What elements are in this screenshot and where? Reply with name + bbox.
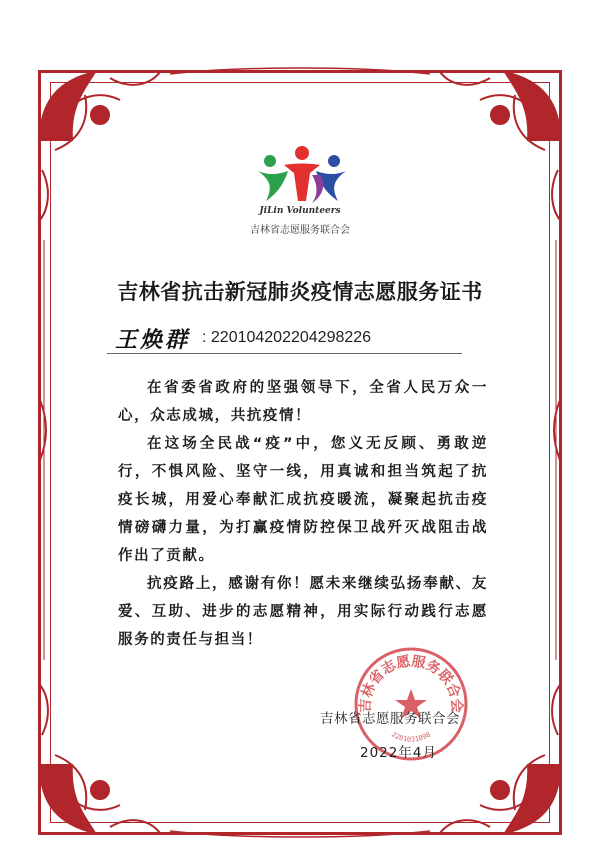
bottom-flourish xyxy=(170,831,430,837)
body-paragraph: 在省委省政府的坚强领导下，全省人民万众一心，众志成城，共抗疫情！ xyxy=(118,380,488,424)
corner-ornament-bottom-left xyxy=(40,685,160,833)
body-paragraph: 在这场全民战“疫”中，您义无反顾、勇敢逆行，不惧风险、坚守一线，用真诚和担当筑起了抗疫长城，用爱心奉献汇成抗疫暖流，凝聚起抗击疫情磅礴力量，为打赢疫情防控保卫战歼灭战阻击战作出了贡献。 xyxy=(118,436,488,564)
seal-number: 2201031098 xyxy=(389,730,433,744)
issuer-name: 吉林省志愿服务联合会 xyxy=(320,711,460,727)
side-ornament-left xyxy=(40,240,46,660)
logo-chinese-text: 吉林省志愿服务联合会 xyxy=(250,225,350,236)
body-paragraph: 抗疫路上，感谢有你！愿未来继续弘扬奉献、友爱、互助、进步的志愿精神，用实际行动践行志愿服务的责任与担当！ xyxy=(118,576,488,648)
issue-date: 2022年4月 xyxy=(360,745,437,761)
recipient-id-number: : 220104202204298226 xyxy=(202,329,372,346)
top-flourish xyxy=(170,68,430,74)
corner-ornament-top-right xyxy=(440,72,560,220)
logo-english-text: JiLin Volunteers xyxy=(259,206,341,216)
volunteers-logo-icon xyxy=(254,145,350,207)
corner-ornament-top-left xyxy=(40,72,160,220)
certificate-body xyxy=(118,374,488,654)
side-ornament-right xyxy=(554,240,560,660)
seal-text: 吉林省志愿服务联合会 xyxy=(357,653,465,713)
recipient-line xyxy=(107,323,462,354)
certificate-title: 吉林省抗击新冠肺炎疫情志愿服务证书 xyxy=(117,280,483,304)
recipient-name: 王焕群 xyxy=(115,327,191,353)
